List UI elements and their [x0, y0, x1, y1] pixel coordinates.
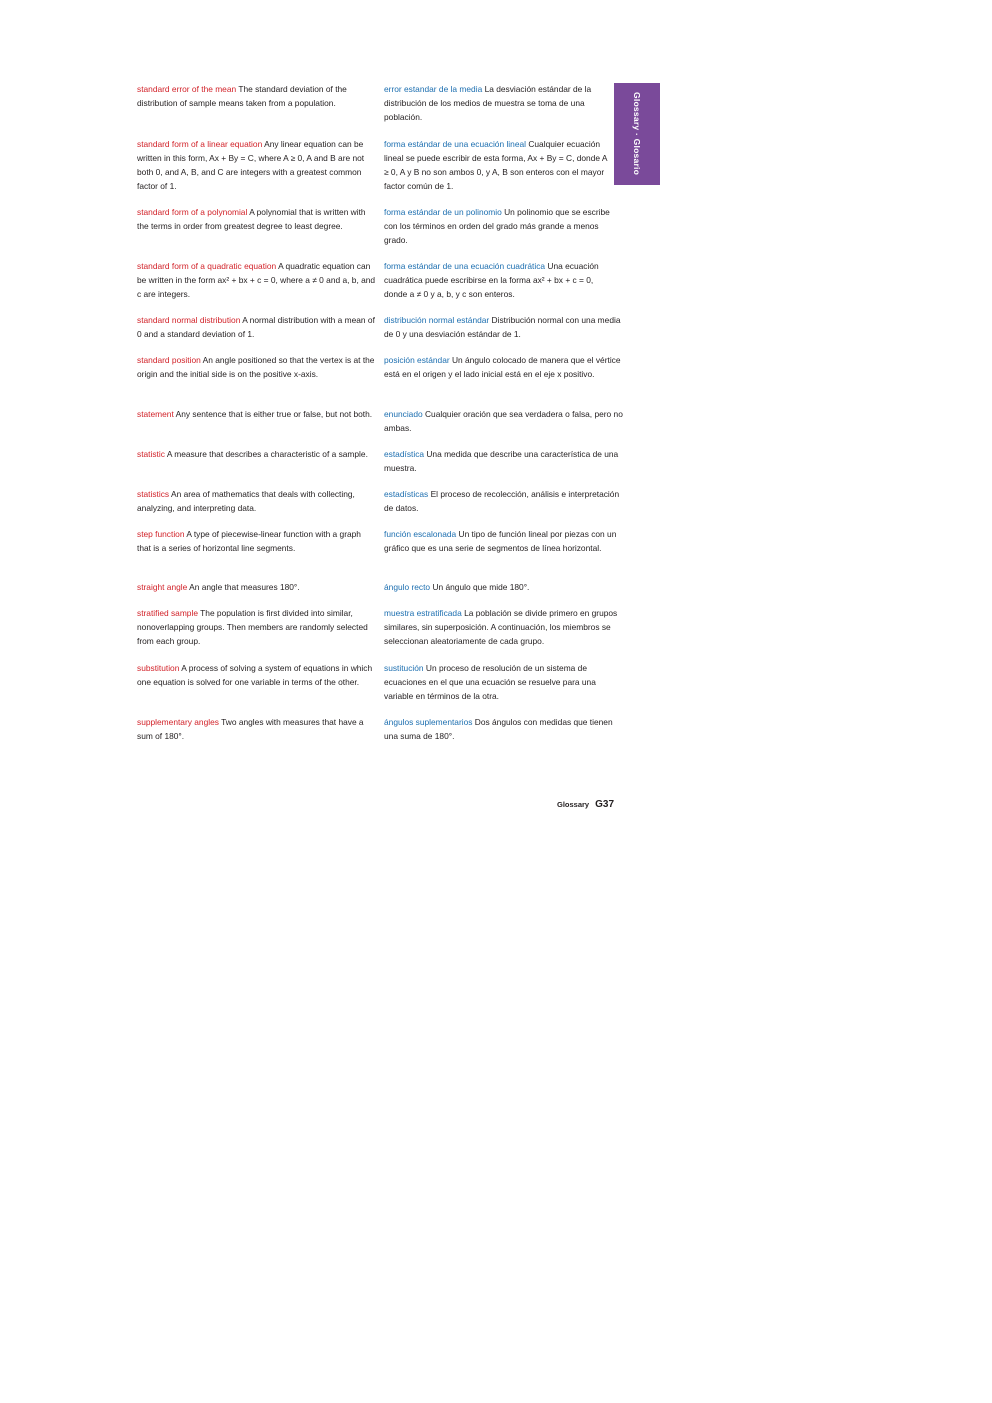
term-en: substitution: [137, 663, 180, 673]
glossary-entry-es: [384, 661, 624, 703]
glossary-entry-es: [384, 606, 624, 648]
definition-en: A process of solving a system of equations in which one equation is solved for one variable in terms of the other.: [137, 663, 373, 687]
page-footer: [557, 794, 614, 812]
definition-es: La población se divide primero en grupos similares, sin superposición. A continuación, los miembros se seleccionan aleatoriamente de cada grupo.: [384, 608, 618, 646]
definition-es: Un polinomio que se escribe con los términos en orden del grado más grande a menos grado.: [384, 207, 610, 245]
glossary-entry-en: [137, 82, 377, 110]
definition-es: Cualquier oración que sea verdadera o falsa, pero no ambas.: [384, 409, 623, 433]
side-tab-label: Glossary · Glosario: [632, 92, 642, 176]
glossary-entry-es: [384, 715, 624, 743]
definition-en: An angle positioned so that the vertex is at the origin and the initial side is on the positive x-axis.: [137, 355, 375, 379]
glossary-entry-en: [137, 353, 377, 381]
term-en: standard form of a linear equation: [137, 139, 263, 149]
term-es: posición estándar: [384, 355, 450, 365]
glossary-entry-en: [137, 487, 377, 515]
glossary-entry-en: [137, 606, 377, 648]
glossary-entry-en: [137, 259, 377, 301]
glossary-entry-es: [384, 447, 624, 475]
definition-en: Any sentence that is either true or false, but not both.: [175, 409, 373, 419]
term-en: statistics: [137, 489, 170, 499]
glossary-entry-es: [384, 487, 624, 515]
term-es: muestra estratificada: [384, 608, 462, 618]
glossary-entry-es: [384, 137, 609, 193]
definition-es: Dos ángulos con medidas que tienen una suma de 180°.: [384, 717, 613, 741]
definition-en: The population is first divided into similar, nonoverlapping groups. Then members are randomly selected from each group.: [137, 608, 368, 646]
glossary-entry-es: [384, 580, 624, 594]
definition-en: A type of piecewise-linear function with a graph that is a series of horizontal line segments.: [137, 529, 361, 553]
glossary-side-tab: [614, 83, 660, 185]
glossary-entry-en: [137, 447, 377, 461]
term-en: statistic: [137, 449, 165, 459]
definition-es: El proceso de recolección, análisis e interpretación de datos.: [384, 489, 620, 513]
term-es: estadística: [384, 449, 425, 459]
glossary-entry-en: [137, 407, 377, 421]
definition-es: Una medida que describe una característica de una muestra.: [384, 449, 619, 473]
term-es: estadísticas: [384, 489, 429, 499]
definition-en: Two angles with measures that have a sum of 180°.: [137, 717, 364, 741]
definition-es: La desviación estándar de la distribución de los medios de muestra se toma de una población.: [384, 84, 592, 122]
definition-es: Cualquier ecuación lineal se puede escribir de esta forma, Ax + By = C, donde A ≥ 0, A y B no son ambos 0, y A, B son enteros con el mayor factor común de 1.: [384, 139, 607, 191]
term-en: step function: [137, 529, 185, 539]
definition-en: An area of mathematics that deals with collecting, analyzing, and interpreting data.: [137, 489, 355, 513]
glossary-entry-es: [384, 527, 624, 555]
term-es: sustitución: [384, 663, 424, 673]
definition-en: Any linear equation can be written in this form, Ax + By = C, where A ≥ 0, A and B are not both 0, and A, B, and C are integers with a greatest common factor of 1.: [137, 139, 365, 191]
glossary-entry-en: [137, 580, 377, 594]
glossary-entry-es: [384, 205, 624, 247]
definition-en: An angle that measures 180°.: [189, 582, 300, 592]
definition-en: The standard deviation of the distribution of sample means taken from a population.: [137, 84, 347, 108]
term-en: standard normal distribution: [137, 315, 241, 325]
term-es: forma estándar de una ecuación cuadrática: [384, 261, 546, 271]
term-en: supplementary angles: [137, 717, 219, 727]
glossary-entry-es: [384, 259, 609, 301]
definition-en: A quadratic equation can be written in the form ax² + bx + c = 0, where a ≠ 0 and a, b, and c are integers.: [137, 261, 376, 299]
term-es: forma estándar de una ecuación lineal: [384, 139, 527, 149]
definition-es: Un ángulo que mide 180°.: [432, 582, 530, 592]
term-en: stratified sample: [137, 608, 198, 618]
term-en: standard position: [137, 355, 201, 365]
term-en: standard form of a quadratic equation: [137, 261, 277, 271]
definition-en: A polynomial that is written with the terms in order from greatest degree to least degree.: [137, 207, 366, 231]
term-es: ángulos suplementarios: [384, 717, 473, 727]
page-number: G37: [595, 799, 615, 810]
glossary-entry-en: [137, 715, 377, 743]
glossary-entry-es: [384, 82, 624, 124]
term-es: error estandar de la media: [384, 84, 483, 94]
term-es: enunciado: [384, 409, 423, 419]
definition-en: A measure that describes a characteristic of a sample.: [166, 449, 368, 459]
definition-es: Distribución normal con una media de 0 y una desviación estándar de 1.: [384, 315, 621, 339]
glossary-entry-es: [384, 313, 624, 341]
glossary-entry-en: [137, 527, 377, 555]
glossary-entry-en: [137, 313, 377, 341]
term-es: distribución normal estándar: [384, 315, 490, 325]
term-en: standard error of the mean: [137, 84, 237, 94]
definition-es: Una ecuación cuadrática puede escribirse en la forma ax² + bx + c = 0, donde a ≠ 0 y a, b, y c son enteros.: [384, 261, 599, 299]
glossary-entry-es: [384, 353, 624, 381]
definition-en: A normal distribution with a mean of 0 and a standard deviation of 1.: [137, 315, 375, 339]
glossary-entry-en: [137, 205, 377, 233]
term-en: statement: [137, 409, 174, 419]
definition-es: Un ángulo colocado de manera que el vértice está en el origen y el lado inicial está en el eje x positivo.: [384, 355, 621, 379]
term-en: straight angle: [137, 582, 188, 592]
definition-es: Un proceso de resolución de un sistema de ecuaciones en el que una ecuación se resuelve para una variable en términos de la otra.: [384, 663, 596, 701]
term-es: función escalonada: [384, 529, 457, 539]
term-es: forma estándar de un polinomio: [384, 207, 502, 217]
footer-label: Glossary: [557, 800, 590, 809]
definition-es: Un tipo de función lineal por piezas con un gráfico que es una serie de segmentos de línea horizontal.: [384, 529, 617, 553]
glossary-entry-es: [384, 407, 624, 435]
glossary-entry-en: [137, 137, 377, 193]
glossary-entry-en: [137, 661, 377, 689]
term-en: standard form of a polynomial: [137, 207, 248, 217]
term-es: ángulo recto: [384, 582, 431, 592]
